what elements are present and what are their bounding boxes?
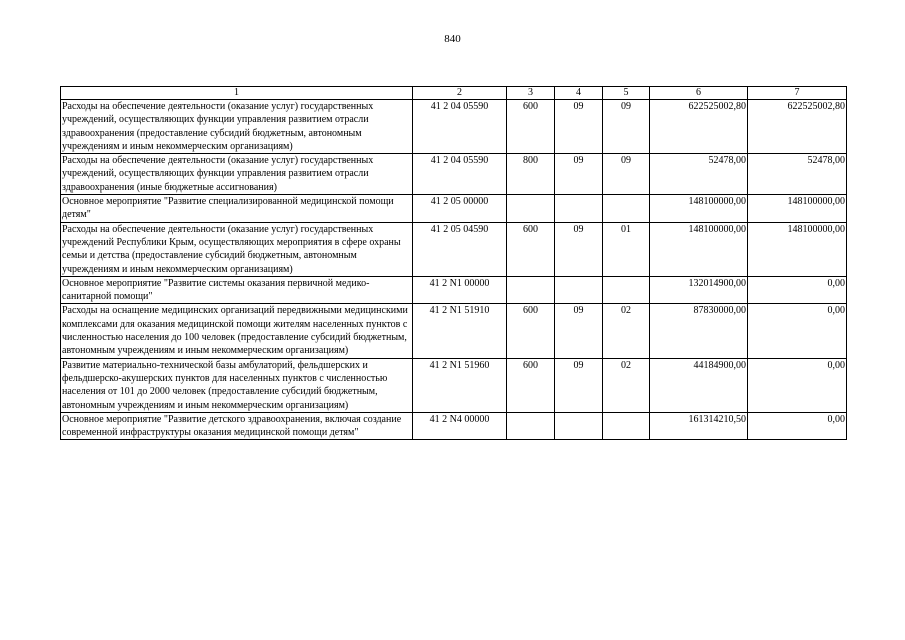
table-row	[61, 154, 847, 195]
row-section: 09	[555, 154, 603, 195]
table-row	[61, 412, 847, 440]
table-row	[61, 195, 847, 223]
row-expense-type	[507, 276, 555, 304]
row-name: Основное мероприятие "Развитие специализированной медицинской помощи детям"	[61, 195, 413, 223]
page-number: 840	[444, 33, 461, 45]
row-amount-col6: 87830000,00	[650, 304, 748, 358]
row-amount-col7: 0,00	[748, 276, 847, 304]
row-name: Основное мероприятие "Развитие детского здравоохранения, включая создание современной инфраструктуры оказания медицинской помощи детям"	[61, 412, 413, 440]
row-amount-col7: 148100000,00	[748, 195, 847, 223]
header-row	[61, 87, 847, 100]
row-amount-col6: 148100000,00	[650, 222, 748, 276]
budget-table	[60, 86, 847, 440]
row-subsection: 09	[603, 154, 650, 195]
row-section	[555, 195, 603, 223]
row-name: Расходы на оснащение медицинских организаций передвижными медицинскими комплексами для оказания медицинской помощи жителям населенных пунктов с численностью населения до 100 человек (предоставление субсидий бюджетным, автономным учреждениям и иным некоммерческим организациям)	[61, 304, 413, 358]
row-amount-col7: 0,00	[748, 412, 847, 440]
row-subsection	[603, 276, 650, 304]
row-target-code: 41 2 N1 00000	[413, 276, 507, 304]
row-target-code: 41 2 N4 00000	[413, 412, 507, 440]
row-target-code: 41 2 N1 51960	[413, 358, 507, 412]
table-row	[61, 222, 847, 276]
row-subsection: 09	[603, 100, 650, 154]
row-expense-type: 800	[507, 154, 555, 195]
row-expense-type: 600	[507, 304, 555, 358]
row-amount-col7: 622525002,80	[748, 100, 847, 154]
row-section	[555, 276, 603, 304]
row-expense-type	[507, 412, 555, 440]
table-row	[61, 304, 847, 358]
row-subsection: 02	[603, 358, 650, 412]
row-amount-col6: 622525002,80	[650, 100, 748, 154]
column-header: 3	[507, 87, 555, 100]
row-amount-col6: 148100000,00	[650, 195, 748, 223]
row-target-code: 41 2 N1 51910	[413, 304, 507, 358]
row-amount-col6: 132014900,00	[650, 276, 748, 304]
row-section: 09	[555, 304, 603, 358]
column-header: 2	[413, 87, 507, 100]
row-subsection: 02	[603, 304, 650, 358]
row-subsection	[603, 412, 650, 440]
column-header: 7	[748, 87, 847, 100]
row-subsection: 01	[603, 222, 650, 276]
row-name: Расходы на обеспечение деятельности (оказание услуг) государственных учреждений Республики Крым, осуществляющих мероприятия в сфере охраны семьи и детства (предоставление субсидий бюджетным, автономным учреждениям и иным некоммерческим организациям)	[61, 222, 413, 276]
row-amount-col7: 0,00	[748, 358, 847, 412]
row-section: 09	[555, 222, 603, 276]
row-amount-col6: 44184900,00	[650, 358, 748, 412]
row-expense-type	[507, 195, 555, 223]
row-subsection	[603, 195, 650, 223]
table-row	[61, 100, 847, 154]
row-amount-col7: 52478,00	[748, 154, 847, 195]
column-header: 6	[650, 87, 748, 100]
row-target-code: 41 2 05 00000	[413, 195, 507, 223]
row-name: Основное мероприятие "Развитие системы оказания первичной медико-санитарной помощи"	[61, 276, 413, 304]
row-section: 09	[555, 358, 603, 412]
row-amount-col6: 161314210,50	[650, 412, 748, 440]
column-header: 5	[603, 87, 650, 100]
row-name: Расходы на обеспечение деятельности (оказание услуг) государственных учреждений, осуществляющих функции управления развитием отрасли здравоохранения (иные бюджетные ассигнования)	[61, 154, 413, 195]
row-section: 09	[555, 100, 603, 154]
row-name: Развитие материально-технической базы амбулаторий, фельдшерских и фельдшерско-акушерских пунктов для населенных пунктов с численностью населения от 101 до 2000 человек (предоставление субсидий бюджетным, автономным учреждениям и иным некоммерческим организациям)	[61, 358, 413, 412]
row-target-code: 41 2 04 05590	[413, 154, 507, 195]
row-section	[555, 412, 603, 440]
table-row	[61, 276, 847, 304]
row-target-code: 41 2 04 05590	[413, 100, 507, 154]
table-row	[61, 358, 847, 412]
row-amount-col7: 0,00	[748, 304, 847, 358]
row-expense-type: 600	[507, 358, 555, 412]
row-expense-type: 600	[507, 100, 555, 154]
row-name: Расходы на обеспечение деятельности (оказание услуг) государственных учреждений, осуществляющих функции управления развитием отрасли здравоохранения (предоставление субсидий бюджетным, автономным учреждениям и иным некоммерческим организациям)	[61, 100, 413, 154]
column-header: 1	[61, 87, 413, 100]
row-expense-type: 600	[507, 222, 555, 276]
row-target-code: 41 2 05 04590	[413, 222, 507, 276]
row-amount-col6: 52478,00	[650, 154, 748, 195]
column-header: 4	[555, 87, 603, 100]
row-amount-col7: 148100000,00	[748, 222, 847, 276]
